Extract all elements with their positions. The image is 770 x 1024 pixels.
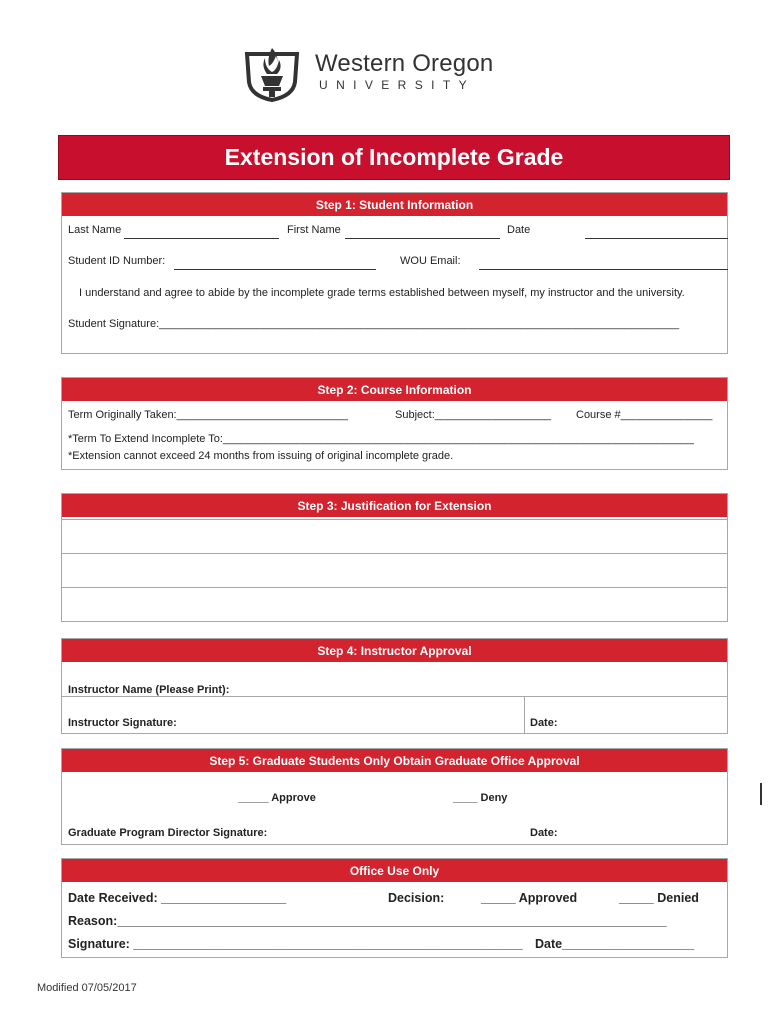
logo-name: Western Oregon [315,50,494,77]
wou-email-label: WOU Email: [400,255,461,267]
step1-heading: Step 1: Student Information [315,197,474,212]
student-signature-line[interactable]: Student Signature:_____________________________________________________________________________________ [68,318,680,330]
director-date-field[interactable]: Date: [530,827,558,839]
office-use-heading: Office Use Only [349,863,440,878]
step2-header [62,378,727,401]
office-use-section [61,858,728,958]
course-number-field[interactable]: Course #_______________ [576,409,713,421]
step3-heading: Step 3: Justification for Extension [297,498,492,513]
wou-logo [243,44,543,102]
date-label: Date [507,224,531,236]
date-received-field[interactable]: Date Received: __________________ [68,891,287,905]
term-extend-field[interactable]: *Term To Extend Incomplete To:_____________________________________________________________________________ [68,433,694,445]
approved-option[interactable]: _____ Approved [481,891,578,905]
page-title-banner [58,135,730,180]
office-date-field[interactable]: Date___________________ [535,937,695,951]
office-signature-field[interactable]: Signature: ________________________________________________________ [68,937,523,951]
reason-field[interactable]: Reason:_______________________________________________________________________________ [68,914,667,928]
office-use-header [62,859,727,882]
deny-option[interactable]: ____ Deny [453,792,508,804]
step4-section [61,638,728,734]
step3-section [61,493,728,622]
student-id-label: Student ID Number: [68,255,166,267]
page-title: Extension of Incomplete Grade [224,144,564,170]
instructor-name-field[interactable]: Instructor Name (Please Print): [68,684,230,696]
text-cursor [760,783,762,805]
instructor-date-field[interactable]: Date: [530,717,558,729]
agreement-text: I understand and agree to abide by the incomplete grade terms established between myself, my instructor and the university. [79,287,685,299]
date-field[interactable] [585,238,728,239]
logo-subtitle: UNIVERSITY [319,78,476,92]
approve-option[interactable]: _____ Approve [238,792,316,804]
step1-header [62,193,727,216]
torch-icon [243,44,301,102]
first-name-label: First Name [287,224,341,236]
extension-note: *Extension cannot exceed 24 months from issuing of original incomplete grade. [68,450,454,462]
instructor-signature-field[interactable]: Instructor Signature: [68,717,177,729]
last-name-label: Last Name [68,224,122,236]
justification-line-2[interactable] [62,587,727,588]
step1-section [61,192,728,354]
student-id-field[interactable] [174,269,376,270]
last-name-field[interactable] [124,238,279,239]
director-signature-field[interactable]: Graduate Program Director Signature: [68,827,268,839]
step5-section [61,748,728,845]
term-taken-field[interactable]: Term Originally Taken:____________________________ [68,409,348,421]
denied-option[interactable]: _____ Denied [619,891,699,905]
step5-header [62,749,727,772]
subject-field[interactable]: Subject:___________________ [395,409,551,421]
step4-header [62,639,727,662]
modified-date: Modified 07/05/2017 [37,982,137,994]
decision-label: Decision: [388,891,445,905]
wou-email-field[interactable] [479,269,728,270]
step2-section [61,377,728,470]
step4-heading: Step 4: Instructor Approval [317,643,472,658]
justification-line-1[interactable] [62,553,727,554]
first-name-field[interactable] [345,238,500,239]
step2-heading: Step 2: Course Information [317,382,472,397]
step5-heading: Step 5: Graduate Students Only Obtain Graduate Office Approval [209,753,580,768]
step3-header [62,494,727,517]
